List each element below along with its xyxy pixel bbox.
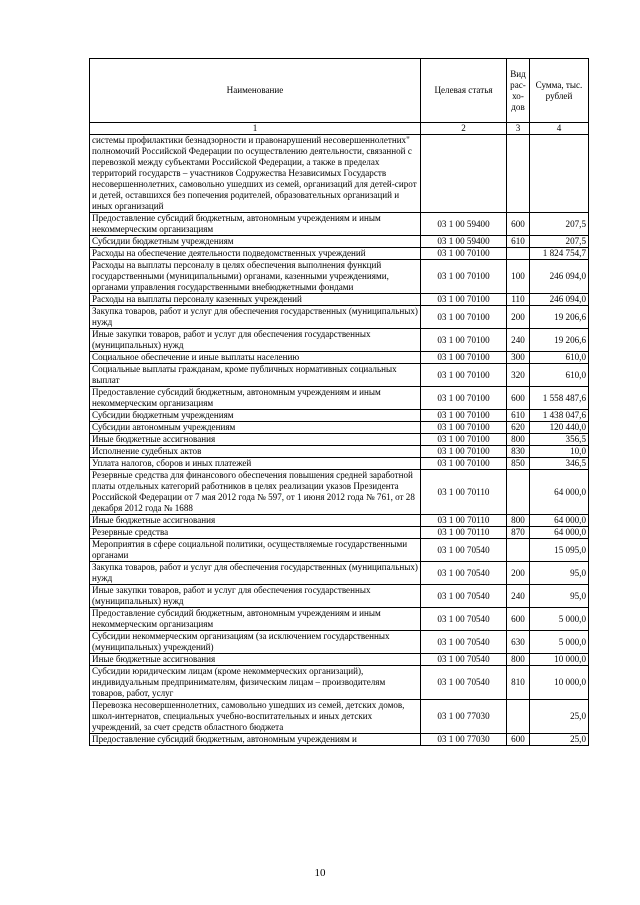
row-code: 03 1 00 77030 bbox=[421, 734, 507, 746]
row-code: 03 1 00 70110 bbox=[421, 527, 507, 539]
table-row bbox=[90, 666, 589, 700]
table-header-row bbox=[90, 59, 589, 123]
row-name: Субсидии бюджетным учреждениям bbox=[90, 410, 421, 422]
row-vid: 200 bbox=[507, 306, 530, 329]
table-row bbox=[90, 631, 589, 654]
row-amount: 610,0 bbox=[530, 352, 589, 364]
row-code: 03 1 00 59400 bbox=[421, 236, 507, 248]
row-code: 03 1 00 70100 bbox=[421, 446, 507, 458]
row-name: системы профилактики безнадзорности и правонарушений несовершеннолетних" полномочий Российской Федерации по осуществлению деятельности, связанной с перевозкой между субъектами Российской Федерации, а также в пределах территорий государств – участников Содружества Независимых Государств несовершеннолетних, самовольно ушедших из семей, организаций для детей-сирот и детей, оставшихся без попечения родителей, образовательных организаций и иных организаций bbox=[90, 135, 421, 213]
table-row bbox=[90, 410, 589, 422]
row-code: 03 1 00 70100 bbox=[421, 294, 507, 306]
row-name: Предоставление субсидий бюджетным, автономным учреждениям и иным некоммерческим организациям bbox=[90, 213, 421, 236]
row-name: Субсидии бюджетным учреждениям bbox=[90, 236, 421, 248]
row-vid: 870 bbox=[507, 527, 530, 539]
row-amount: 207,5 bbox=[530, 213, 589, 236]
row-vid bbox=[507, 539, 530, 562]
row-amount bbox=[530, 135, 589, 213]
row-name: Иные бюджетные ассигнования bbox=[90, 654, 421, 666]
row-code: 03 1 00 77030 bbox=[421, 700, 507, 734]
column-numbers-row bbox=[90, 123, 589, 135]
row-vid: 610 bbox=[507, 236, 530, 248]
table-row bbox=[90, 734, 589, 746]
table-row bbox=[90, 135, 589, 213]
row-code: 03 1 00 70100 bbox=[421, 458, 507, 470]
table-row bbox=[90, 236, 589, 248]
table-row bbox=[90, 470, 589, 515]
row-amount: 95,0 bbox=[530, 562, 589, 585]
row-amount: 246 094,0 bbox=[530, 260, 589, 294]
row-amount: 64 000,0 bbox=[530, 515, 589, 527]
row-vid: 810 bbox=[507, 666, 530, 700]
row-vid: 800 bbox=[507, 654, 530, 666]
row-amount: 610,0 bbox=[530, 364, 589, 387]
row-code: 03 1 00 70100 bbox=[421, 364, 507, 387]
row-amount: 1 438 047,6 bbox=[530, 410, 589, 422]
table-row bbox=[90, 329, 589, 352]
row-vid: 240 bbox=[507, 329, 530, 352]
table-row bbox=[90, 387, 589, 410]
table-row bbox=[90, 700, 589, 734]
row-name: Резервные средства для финансового обеспечения повышения средней заработной платы отдельных категорий работников в целях реализации указов Президента Российской Федерации от 7 мая 2012 года № 597, от 1 июня 2012 года № 761, от 28 декабря 2012 года № 1688 bbox=[90, 470, 421, 515]
row-code: 03 1 00 70540 bbox=[421, 654, 507, 666]
row-code: 03 1 00 70100 bbox=[421, 248, 507, 260]
table-row bbox=[90, 213, 589, 236]
row-vid: 240 bbox=[507, 585, 530, 608]
row-name: Иные бюджетные ассигнования bbox=[90, 434, 421, 446]
table-row bbox=[90, 539, 589, 562]
header-vid: Вид рас- хо- дов bbox=[507, 59, 530, 123]
row-amount: 64 000,0 bbox=[530, 527, 589, 539]
row-name: Социальное обеспечение и иные выплаты населению bbox=[90, 352, 421, 364]
table-row bbox=[90, 608, 589, 631]
row-amount: 246 094,0 bbox=[530, 294, 589, 306]
col-number: 3 bbox=[507, 123, 530, 135]
row-amount: 356,5 bbox=[530, 434, 589, 446]
row-code: 03 1 00 70100 bbox=[421, 422, 507, 434]
row-name: Расходы на выплаты персоналу казенных учреждений bbox=[90, 294, 421, 306]
row-code: 03 1 00 70100 bbox=[421, 387, 507, 410]
row-vid: 620 bbox=[507, 422, 530, 434]
row-vid: 200 bbox=[507, 562, 530, 585]
row-code: 03 1 00 70100 bbox=[421, 260, 507, 294]
row-amount: 1 824 754,7 bbox=[530, 248, 589, 260]
row-amount: 19 206,6 bbox=[530, 306, 589, 329]
row-amount: 64 000,0 bbox=[530, 470, 589, 515]
row-name: Предоставление субсидий бюджетным, автономным учреждениям и bbox=[90, 734, 421, 746]
row-amount: 120 440,0 bbox=[530, 422, 589, 434]
table-row bbox=[90, 654, 589, 666]
row-vid: 600 bbox=[507, 213, 530, 236]
row-amount: 25,0 bbox=[530, 734, 589, 746]
row-vid: 300 bbox=[507, 352, 530, 364]
row-code bbox=[421, 135, 507, 213]
row-vid bbox=[507, 248, 530, 260]
table-row bbox=[90, 248, 589, 260]
row-code: 03 1 00 59400 bbox=[421, 213, 507, 236]
header-code: Целевая статья bbox=[421, 59, 507, 123]
table-row bbox=[90, 260, 589, 294]
table-row bbox=[90, 294, 589, 306]
row-vid: 600 bbox=[507, 608, 530, 631]
row-code: 03 1 00 70100 bbox=[421, 306, 507, 329]
row-name: Иные закупки товаров, работ и услуг для обеспечения государственных (муниципальных) нужд bbox=[90, 585, 421, 608]
row-vid bbox=[507, 135, 530, 213]
row-code: 03 1 00 70540 bbox=[421, 585, 507, 608]
table-row bbox=[90, 585, 589, 608]
row-vid bbox=[507, 470, 530, 515]
table-row bbox=[90, 422, 589, 434]
row-name: Социальные выплаты гражданам, кроме публичных нормативных социальных выплат bbox=[90, 364, 421, 387]
row-code: 03 1 00 70540 bbox=[421, 539, 507, 562]
row-amount: 346,5 bbox=[530, 458, 589, 470]
row-name: Расходы на выплаты персоналу в целях обеспечения выполнения функций государственными (муниципальными) органами, казенными учреждениями, органами управления государственными внебюджетными фондами bbox=[90, 260, 421, 294]
row-vid bbox=[507, 700, 530, 734]
row-name: Расходы на обеспечение деятельности подведомственных учреждений bbox=[90, 248, 421, 260]
table-row bbox=[90, 515, 589, 527]
col-number: 2 bbox=[421, 123, 507, 135]
row-name: Уплата налогов, сборов и иных платежей bbox=[90, 458, 421, 470]
row-vid: 600 bbox=[507, 387, 530, 410]
row-code: 03 1 00 70540 bbox=[421, 562, 507, 585]
row-amount: 95,0 bbox=[530, 585, 589, 608]
table-row bbox=[90, 527, 589, 539]
row-code: 03 1 00 70100 bbox=[421, 352, 507, 364]
row-code: 03 1 00 70110 bbox=[421, 515, 507, 527]
col-number: 4 bbox=[530, 123, 589, 135]
row-code: 03 1 00 70100 bbox=[421, 329, 507, 352]
row-code: 03 1 00 70540 bbox=[421, 608, 507, 631]
table-row bbox=[90, 364, 589, 387]
header-amount: Сумма, тыс. рублей bbox=[530, 59, 589, 123]
page-number: 10 bbox=[314, 867, 326, 879]
row-amount: 19 206,6 bbox=[530, 329, 589, 352]
row-code: 03 1 00 70110 bbox=[421, 470, 507, 515]
row-vid: 850 bbox=[507, 458, 530, 470]
row-amount: 1 558 487,6 bbox=[530, 387, 589, 410]
row-amount: 5 000,0 bbox=[530, 631, 589, 654]
table-row bbox=[90, 562, 589, 585]
row-vid: 610 bbox=[507, 410, 530, 422]
row-vid: 110 bbox=[507, 294, 530, 306]
row-code: 03 1 00 70100 bbox=[421, 434, 507, 446]
row-code: 03 1 00 70540 bbox=[421, 666, 507, 700]
row-name: Закупка товаров, работ и услуг для обеспечения государственных (муниципальных) нужд bbox=[90, 306, 421, 329]
row-amount: 25,0 bbox=[530, 700, 589, 734]
row-vid: 600 bbox=[507, 734, 530, 746]
row-vid: 800 bbox=[507, 434, 530, 446]
table-row bbox=[90, 306, 589, 329]
row-name: Иные бюджетные ассигнования bbox=[90, 515, 421, 527]
row-vid: 800 bbox=[507, 515, 530, 527]
table-row bbox=[90, 352, 589, 364]
row-name: Резервные средства bbox=[90, 527, 421, 539]
row-vid: 100 bbox=[507, 260, 530, 294]
header-name: Наименование bbox=[90, 59, 421, 123]
row-vid: 630 bbox=[507, 631, 530, 654]
table-row bbox=[90, 458, 589, 470]
row-name: Мероприятия в сфере социальной политики, осуществляемые государственными органами bbox=[90, 539, 421, 562]
row-name: Субсидии некоммерческим организациям (за исключением государственных (муниципальных) учреждений) bbox=[90, 631, 421, 654]
row-amount: 207,5 bbox=[530, 236, 589, 248]
row-name: Предоставление субсидий бюджетным, автономным учреждениям и иным некоммерческим организациям bbox=[90, 387, 421, 410]
row-vid: 320 bbox=[507, 364, 530, 387]
row-code: 03 1 00 70100 bbox=[421, 410, 507, 422]
row-amount: 15 095,0 bbox=[530, 539, 589, 562]
row-amount: 10 000,0 bbox=[530, 666, 589, 700]
row-name: Иные закупки товаров, работ и услуг для обеспечения государственных (муниципальных) нужд bbox=[90, 329, 421, 352]
col-number: 1 bbox=[90, 123, 421, 135]
row-amount: 10 000,0 bbox=[530, 654, 589, 666]
row-name: Предоставление субсидий бюджетным, автономным учреждениям и иным некоммерческим организациям bbox=[90, 608, 421, 631]
row-amount: 5 000,0 bbox=[530, 608, 589, 631]
row-code: 03 1 00 70540 bbox=[421, 631, 507, 654]
row-name: Субсидии юридическим лицам (кроме некоммерческих организаций), индивидуальным предпринимателям, физическим лицам – производителям товаров, работ, услуг bbox=[90, 666, 421, 700]
table-row bbox=[90, 434, 589, 446]
row-name: Исполнение судебных актов bbox=[90, 446, 421, 458]
row-vid: 830 bbox=[507, 446, 530, 458]
table-body bbox=[90, 135, 589, 746]
table-row bbox=[90, 446, 589, 458]
row-name: Закупка товаров, работ и услуг для обеспечения государственных (муниципальных) нужд bbox=[90, 562, 421, 585]
row-amount: 10,0 bbox=[530, 446, 589, 458]
budget-table bbox=[89, 58, 589, 746]
row-name: Субсидии автономным учреждениям bbox=[90, 422, 421, 434]
row-name: Перевозка несовершеннолетних, самовольно ушедших из семей, детских домов, школ-интернатов, специальных учебно-воспитательных и иных детских учреждений, за счет средств областного бюджета bbox=[90, 700, 421, 734]
